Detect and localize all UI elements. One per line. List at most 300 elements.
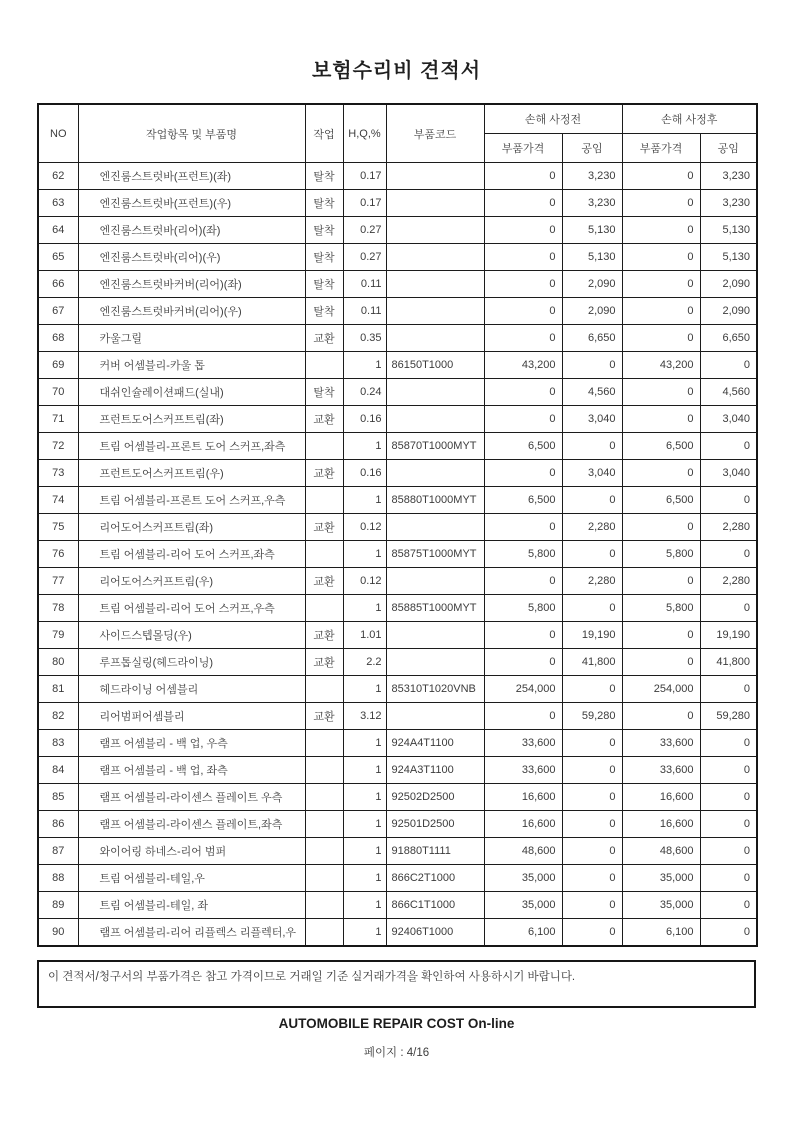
row-no: 68 xyxy=(38,325,78,352)
page-title: 보험수리비 견적서 xyxy=(311,60,482,82)
header-part-code: 부품코드 xyxy=(386,104,484,163)
after-labor: 0 xyxy=(700,352,757,379)
part-code: 866C2T1000 xyxy=(386,865,484,892)
part-code xyxy=(386,514,484,541)
before-part-price: 0 xyxy=(484,703,562,730)
table-row xyxy=(38,271,757,298)
table-row xyxy=(38,460,757,487)
work-type: 탈착 xyxy=(305,244,343,271)
part-code xyxy=(386,703,484,730)
after-labor: 0 xyxy=(700,433,757,460)
item-name: 사이드스텝몰딩(우) xyxy=(78,622,305,649)
work-type: 탈착 xyxy=(305,379,343,406)
row-no: 87 xyxy=(38,838,78,865)
after-labor: 0 xyxy=(700,757,757,784)
before-labor: 0 xyxy=(562,541,622,568)
before-labor: 2,090 xyxy=(562,298,622,325)
after-labor: 19,190 xyxy=(700,622,757,649)
before-part-price: 0 xyxy=(484,217,562,244)
row-no: 85 xyxy=(38,784,78,811)
row-no: 66 xyxy=(38,271,78,298)
table-row xyxy=(38,514,757,541)
part-code: 92501D2500 xyxy=(386,811,484,838)
item-name: 엔진룸스트럿바커버(리어)(우) xyxy=(78,298,305,325)
before-labor: 0 xyxy=(562,919,622,947)
before-labor: 41,800 xyxy=(562,649,622,676)
table-row xyxy=(38,811,757,838)
part-code: 91880T1111 xyxy=(386,838,484,865)
before-part-price: 16,600 xyxy=(484,784,562,811)
item-name: 엔진룸스트럿바(프런트)(좌) xyxy=(78,163,305,190)
before-labor: 2,090 xyxy=(562,271,622,298)
before-part-price: 43,200 xyxy=(484,352,562,379)
table-row xyxy=(38,703,757,730)
part-code xyxy=(386,649,484,676)
header-work: 작업 xyxy=(305,104,343,163)
after-labor: 0 xyxy=(700,595,757,622)
row-no: 78 xyxy=(38,595,78,622)
page-number: 페이지 : 4/16 xyxy=(363,1047,430,1059)
hq-value: 1 xyxy=(343,757,386,784)
table-row xyxy=(38,352,757,379)
before-labor: 5,130 xyxy=(562,217,622,244)
work-type xyxy=(305,541,343,568)
part-code xyxy=(386,163,484,190)
after-labor: 0 xyxy=(700,838,757,865)
part-code: 866C1T1000 xyxy=(386,892,484,919)
before-part-price: 0 xyxy=(484,406,562,433)
table-header xyxy=(38,104,757,163)
table-row xyxy=(38,568,757,595)
work-type xyxy=(305,919,343,947)
before-labor: 0 xyxy=(562,676,622,703)
notice-text: 이 견적서/청구서의 부품가격은 참고 가격이므로 거래일 기준 실거래가격을 확인하여 사용하시기 바랍니다. xyxy=(48,971,576,983)
item-name: 램프 어셈블리 - 백 업, 우측 xyxy=(78,730,305,757)
before-labor: 2,280 xyxy=(562,514,622,541)
hq-value: 0.12 xyxy=(343,568,386,595)
part-code: 85875T1000MYT xyxy=(386,541,484,568)
work-type: 교환 xyxy=(305,460,343,487)
item-name: 엔진룸스트럿바(리어)(우) xyxy=(78,244,305,271)
after-part-price: 0 xyxy=(622,163,700,190)
item-name: 프런트도어스커프트림(좌) xyxy=(78,406,305,433)
before-labor: 0 xyxy=(562,595,622,622)
after-part-price: 0 xyxy=(622,703,700,730)
part-code xyxy=(386,406,484,433)
after-labor: 2,090 xyxy=(700,298,757,325)
work-type xyxy=(305,433,343,460)
before-part-price: 33,600 xyxy=(484,757,562,784)
table-row xyxy=(38,892,757,919)
after-part-price: 35,000 xyxy=(622,865,700,892)
hq-value: 1 xyxy=(343,595,386,622)
header-after-part-price: 부품가격 xyxy=(622,134,700,163)
part-code: 924A4T1100 xyxy=(386,730,484,757)
part-code xyxy=(386,460,484,487)
header-before-part-price: 부품가격 xyxy=(484,134,562,163)
hq-value: 1 xyxy=(343,919,386,947)
after-part-price: 43,200 xyxy=(622,352,700,379)
part-code: 92502D2500 xyxy=(386,784,484,811)
before-labor: 6,650 xyxy=(562,325,622,352)
hq-value: 1 xyxy=(343,487,386,514)
row-no: 74 xyxy=(38,487,78,514)
row-no: 90 xyxy=(38,919,78,947)
before-part-price: 16,600 xyxy=(484,811,562,838)
hq-value: 1 xyxy=(343,730,386,757)
hq-value: 1 xyxy=(343,541,386,568)
hq-value: 0.16 xyxy=(343,406,386,433)
after-labor: 0 xyxy=(700,811,757,838)
hq-value: 1 xyxy=(343,838,386,865)
part-code xyxy=(386,217,484,244)
after-part-price: 0 xyxy=(622,217,700,244)
before-part-price: 0 xyxy=(484,298,562,325)
work-type xyxy=(305,352,343,379)
row-no: 79 xyxy=(38,622,78,649)
after-labor: 2,280 xyxy=(700,568,757,595)
work-type: 탈착 xyxy=(305,217,343,244)
before-part-price: 0 xyxy=(484,379,562,406)
work-type: 교환 xyxy=(305,406,343,433)
row-no: 86 xyxy=(38,811,78,838)
after-part-price: 0 xyxy=(622,406,700,433)
before-part-price: 0 xyxy=(484,622,562,649)
row-no: 75 xyxy=(38,514,78,541)
after-labor: 0 xyxy=(700,784,757,811)
after-labor: 3,230 xyxy=(700,190,757,217)
after-part-price: 5,800 xyxy=(622,595,700,622)
before-part-price: 0 xyxy=(484,649,562,676)
row-no: 64 xyxy=(38,217,78,244)
after-labor: 0 xyxy=(700,676,757,703)
item-name: 와이어링 하네스-리어 범퍼 xyxy=(78,838,305,865)
after-part-price: 0 xyxy=(622,460,700,487)
hq-value: 1 xyxy=(343,811,386,838)
header-item: 작업항목 및 부품명 xyxy=(78,104,305,163)
after-labor: 4,560 xyxy=(700,379,757,406)
part-code: 85885T1000MYT xyxy=(386,595,484,622)
item-name: 리어도어스커프트림(좌) xyxy=(78,514,305,541)
hq-value: 3.12 xyxy=(343,703,386,730)
after-part-price: 0 xyxy=(622,514,700,541)
part-code xyxy=(386,379,484,406)
after-part-price: 6,500 xyxy=(622,487,700,514)
before-part-price: 48,600 xyxy=(484,838,562,865)
work-type: 교환 xyxy=(305,622,343,649)
item-name: 트림 어셈블리-프론트 도어 스커프,좌측 xyxy=(78,433,305,460)
item-name: 트림 어셈블리-리어 도어 스커프,좌측 xyxy=(78,541,305,568)
after-part-price: 16,600 xyxy=(622,784,700,811)
hq-value: 1.01 xyxy=(343,622,386,649)
table-row xyxy=(38,676,757,703)
part-code xyxy=(386,568,484,595)
after-labor: 3,040 xyxy=(700,406,757,433)
table-row xyxy=(38,865,757,892)
item-name: 헤드라이닝 어셈블리 xyxy=(78,676,305,703)
work-type: 탈착 xyxy=(305,163,343,190)
item-name: 엔진룸스트럿바(프런트)(우) xyxy=(78,190,305,217)
table-row xyxy=(38,379,757,406)
item-name: 램프 어셈블리-리어 리플렉스 리플렉터,우 xyxy=(78,919,305,947)
part-code: 86150T1000 xyxy=(386,352,484,379)
brand-line: AUTOMOBILE REPAIR COST On-line xyxy=(278,1016,515,1031)
before-labor: 0 xyxy=(562,811,622,838)
work-type xyxy=(305,811,343,838)
before-part-price: 254,000 xyxy=(484,676,562,703)
before-part-price: 0 xyxy=(484,568,562,595)
work-type xyxy=(305,838,343,865)
item-name: 커버 어셈블리-카울 톱 xyxy=(78,352,305,379)
table-row xyxy=(38,595,757,622)
before-part-price: 0 xyxy=(484,271,562,298)
row-no: 67 xyxy=(38,298,78,325)
after-labor: 6,650 xyxy=(700,325,757,352)
item-name: 엔진룸스트럿바커버(리어)(좌) xyxy=(78,271,305,298)
before-labor: 0 xyxy=(562,433,622,460)
hq-value: 1 xyxy=(343,352,386,379)
after-labor: 59,280 xyxy=(700,703,757,730)
table-row xyxy=(38,919,757,947)
before-labor: 0 xyxy=(562,865,622,892)
after-part-price: 0 xyxy=(622,622,700,649)
hq-value: 0.17 xyxy=(343,163,386,190)
hq-value: 0.17 xyxy=(343,190,386,217)
part-code: 85870T1000MYT xyxy=(386,433,484,460)
after-part-price: 6,100 xyxy=(622,919,700,947)
item-name: 트림 어셈블리-테일, 좌 xyxy=(78,892,305,919)
work-type xyxy=(305,595,343,622)
table-row xyxy=(38,190,757,217)
hq-value: 0.11 xyxy=(343,298,386,325)
after-labor: 2,280 xyxy=(700,514,757,541)
item-name: 리어범퍼어셈블리 xyxy=(78,703,305,730)
after-labor: 0 xyxy=(700,730,757,757)
before-labor: 3,230 xyxy=(562,163,622,190)
before-part-price: 0 xyxy=(484,163,562,190)
after-part-price: 0 xyxy=(622,325,700,352)
item-name: 트림 어셈블리-리어 도어 스커프,우측 xyxy=(78,595,305,622)
before-labor: 59,280 xyxy=(562,703,622,730)
before-part-price: 6,100 xyxy=(484,919,562,947)
before-part-price: 6,500 xyxy=(484,487,562,514)
table-row xyxy=(38,487,757,514)
row-no: 71 xyxy=(38,406,78,433)
work-type xyxy=(305,892,343,919)
row-no: 65 xyxy=(38,244,78,271)
after-labor: 2,090 xyxy=(700,271,757,298)
work-type: 탈착 xyxy=(305,190,343,217)
header-row-1 xyxy=(38,104,757,134)
item-name: 램프 어셈블리-라이센스 플레이트,좌측 xyxy=(78,811,305,838)
after-part-price: 0 xyxy=(622,244,700,271)
header-before-assessment: 손해 사정전 xyxy=(484,104,622,134)
after-part-price: 6,500 xyxy=(622,433,700,460)
row-no: 76 xyxy=(38,541,78,568)
part-code xyxy=(386,325,484,352)
table-row xyxy=(38,433,757,460)
header-hq: H,Q,% xyxy=(343,104,386,163)
repair-cost-table xyxy=(37,103,758,947)
part-code: 85880T1000MYT xyxy=(386,487,484,514)
before-part-price: 6,500 xyxy=(484,433,562,460)
hq-value: 1 xyxy=(343,784,386,811)
header-after-assessment: 손해 사정후 xyxy=(622,104,757,134)
hq-value: 1 xyxy=(343,433,386,460)
after-labor: 0 xyxy=(700,919,757,947)
before-part-price: 0 xyxy=(484,190,562,217)
table-row xyxy=(38,217,757,244)
before-labor: 5,130 xyxy=(562,244,622,271)
before-labor: 3,230 xyxy=(562,190,622,217)
before-labor: 0 xyxy=(562,757,622,784)
row-no: 82 xyxy=(38,703,78,730)
after-part-price: 0 xyxy=(622,649,700,676)
hq-value: 1 xyxy=(343,676,386,703)
before-part-price: 0 xyxy=(484,244,562,271)
work-type: 교환 xyxy=(305,325,343,352)
work-type: 교환 xyxy=(305,649,343,676)
table-row xyxy=(38,649,757,676)
item-name: 트림 어셈블리-프론트 도어 스커프,우측 xyxy=(78,487,305,514)
after-labor: 0 xyxy=(700,865,757,892)
after-part-price: 0 xyxy=(622,190,700,217)
part-code xyxy=(386,271,484,298)
work-type xyxy=(305,730,343,757)
work-type xyxy=(305,676,343,703)
header-before-labor: 공임 xyxy=(562,134,622,163)
table-body xyxy=(38,163,757,947)
before-labor: 0 xyxy=(562,838,622,865)
before-part-price: 0 xyxy=(484,325,562,352)
before-part-price: 0 xyxy=(484,514,562,541)
after-labor: 0 xyxy=(700,541,757,568)
before-labor: 0 xyxy=(562,892,622,919)
before-part-price: 5,800 xyxy=(484,595,562,622)
before-labor: 0 xyxy=(562,352,622,379)
table-row xyxy=(38,541,757,568)
hq-value: 2.2 xyxy=(343,649,386,676)
before-part-price: 5,800 xyxy=(484,541,562,568)
hq-value: 0.12 xyxy=(343,514,386,541)
after-part-price: 48,600 xyxy=(622,838,700,865)
after-part-price: 35,000 xyxy=(622,892,700,919)
item-name: 프런트도어스커프트림(우) xyxy=(78,460,305,487)
item-name: 램프 어셈블리-라이센스 플레이트 우측 xyxy=(78,784,305,811)
part-code xyxy=(386,298,484,325)
after-part-price: 33,600 xyxy=(622,757,700,784)
after-part-price: 254,000 xyxy=(622,676,700,703)
table-row xyxy=(38,244,757,271)
after-part-price: 0 xyxy=(622,568,700,595)
before-labor: 0 xyxy=(562,730,622,757)
before-part-price: 33,600 xyxy=(484,730,562,757)
after-labor: 41,800 xyxy=(700,649,757,676)
header-after-labor: 공임 xyxy=(700,134,757,163)
work-type xyxy=(305,757,343,784)
work-type: 교환 xyxy=(305,514,343,541)
before-part-price: 35,000 xyxy=(484,892,562,919)
table-row xyxy=(38,163,757,190)
row-no: 84 xyxy=(38,757,78,784)
after-labor: 0 xyxy=(700,487,757,514)
after-part-price: 5,800 xyxy=(622,541,700,568)
after-labor: 3,040 xyxy=(700,460,757,487)
row-no: 89 xyxy=(38,892,78,919)
row-no: 81 xyxy=(38,676,78,703)
before-labor: 3,040 xyxy=(562,406,622,433)
after-labor: 5,130 xyxy=(700,217,757,244)
before-labor: 4,560 xyxy=(562,379,622,406)
row-no: 77 xyxy=(38,568,78,595)
hq-value: 0.35 xyxy=(343,325,386,352)
row-no: 70 xyxy=(38,379,78,406)
table-row xyxy=(38,784,757,811)
after-labor: 0 xyxy=(700,892,757,919)
part-code: 85310T1020VNB xyxy=(386,676,484,703)
part-code: 924A3T1100 xyxy=(386,757,484,784)
table-row xyxy=(38,838,757,865)
row-no: 72 xyxy=(38,433,78,460)
table-row xyxy=(38,757,757,784)
part-code xyxy=(386,190,484,217)
item-name: 카울그릴 xyxy=(78,325,305,352)
hq-value: 0.27 xyxy=(343,217,386,244)
work-type: 탈착 xyxy=(305,298,343,325)
before-labor: 0 xyxy=(562,487,622,514)
table-row xyxy=(38,325,757,352)
hq-value: 0.16 xyxy=(343,460,386,487)
before-part-price: 0 xyxy=(484,460,562,487)
after-part-price: 16,600 xyxy=(622,811,700,838)
hq-value: 0.24 xyxy=(343,379,386,406)
item-name: 트림 어셈블리-테일,우 xyxy=(78,865,305,892)
before-part-price: 35,000 xyxy=(484,865,562,892)
work-type xyxy=(305,865,343,892)
work-type xyxy=(305,784,343,811)
hq-value: 0.27 xyxy=(343,244,386,271)
work-type: 교환 xyxy=(305,568,343,595)
after-part-price: 0 xyxy=(622,271,700,298)
row-no: 83 xyxy=(38,730,78,757)
header-no: NO xyxy=(38,104,78,163)
item-name: 루프톱실링(헤드라이닝) xyxy=(78,649,305,676)
item-name: 리어도어스커프트림(우) xyxy=(78,568,305,595)
before-labor: 3,040 xyxy=(562,460,622,487)
item-name: 램프 어셈블리 - 백 업, 좌측 xyxy=(78,757,305,784)
work-type: 탈착 xyxy=(305,271,343,298)
notice-box xyxy=(37,960,756,1008)
hq-value: 1 xyxy=(343,865,386,892)
after-part-price: 0 xyxy=(622,298,700,325)
part-code xyxy=(386,244,484,271)
table-row xyxy=(38,406,757,433)
row-no: 63 xyxy=(38,190,78,217)
work-type xyxy=(305,487,343,514)
before-labor: 2,280 xyxy=(562,568,622,595)
row-no: 80 xyxy=(38,649,78,676)
part-code: 92406T1000 xyxy=(386,919,484,947)
row-no: 88 xyxy=(38,865,78,892)
after-part-price: 0 xyxy=(622,379,700,406)
table-row xyxy=(38,730,757,757)
row-no: 69 xyxy=(38,352,78,379)
part-code xyxy=(386,622,484,649)
before-labor: 0 xyxy=(562,784,622,811)
item-name: 엔진룸스트럿바(리어)(좌) xyxy=(78,217,305,244)
before-labor: 19,190 xyxy=(562,622,622,649)
item-name: 대쉬인슐레이션패드(실내) xyxy=(78,379,305,406)
